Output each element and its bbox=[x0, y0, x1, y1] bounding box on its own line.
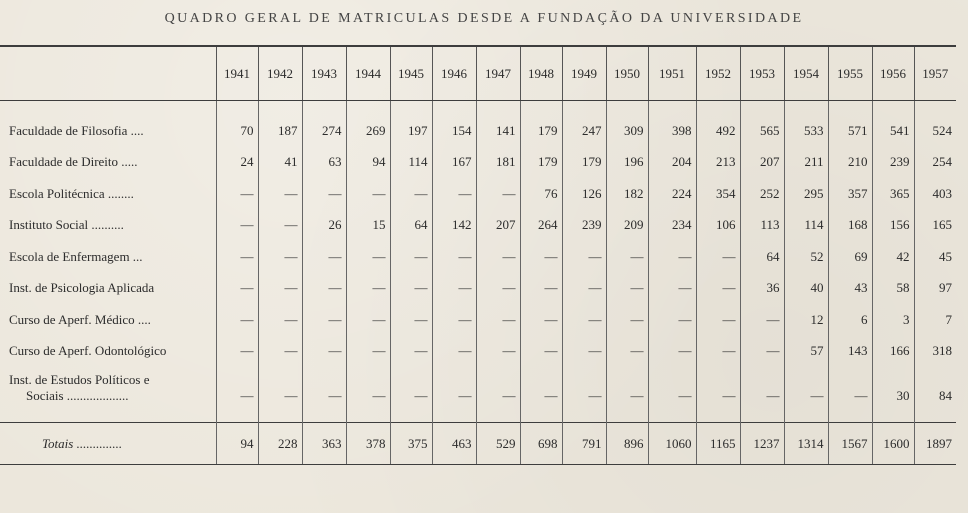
table-cell: — bbox=[346, 336, 390, 368]
table-cell: 43 bbox=[828, 273, 872, 305]
table-row bbox=[0, 241, 956, 273]
table-cell: — bbox=[302, 304, 346, 336]
year-header: 1952 bbox=[696, 46, 740, 101]
table-cell: 3 bbox=[872, 304, 914, 336]
table-cell: 274 bbox=[302, 115, 346, 147]
total-cell: 1165 bbox=[696, 423, 740, 465]
total-cell: 94 bbox=[216, 423, 258, 465]
total-cell: 363 bbox=[302, 423, 346, 465]
row-label: Curso de Aperf. Odontológico bbox=[9, 343, 167, 359]
row-label: Faculdade de Direito ..... bbox=[9, 154, 138, 170]
table-cell: 211 bbox=[784, 147, 828, 179]
table-cell: 106 bbox=[696, 210, 740, 242]
table-row bbox=[0, 273, 956, 305]
table-row bbox=[0, 115, 956, 147]
table-row bbox=[0, 178, 956, 210]
year-header: 1946 bbox=[432, 46, 476, 101]
table-cell: 26 bbox=[302, 210, 346, 242]
table-cell: 398 bbox=[648, 115, 696, 147]
table-cell: 12 bbox=[784, 304, 828, 336]
year-header: 1956 bbox=[872, 46, 914, 101]
table-cell: — bbox=[216, 273, 258, 305]
totals-label: Totais .............. bbox=[0, 423, 216, 465]
table-cell: — bbox=[606, 273, 648, 305]
total-cell: 1060 bbox=[648, 423, 696, 465]
table-cell: 156 bbox=[872, 210, 914, 242]
table-cell: — bbox=[390, 241, 432, 273]
table-cell: 239 bbox=[562, 210, 606, 242]
table-cell: — bbox=[562, 367, 606, 409]
table-cell: 142 bbox=[432, 210, 476, 242]
total-cell: 375 bbox=[390, 423, 432, 465]
table-cell: — bbox=[258, 367, 302, 409]
table-cell: 113 bbox=[740, 210, 784, 242]
table-cell: 63 bbox=[302, 147, 346, 179]
table-cell: — bbox=[476, 304, 520, 336]
table-cell: — bbox=[432, 273, 476, 305]
total-cell: 529 bbox=[476, 423, 520, 465]
table-cell: — bbox=[828, 367, 872, 409]
table-cell: 354 bbox=[696, 178, 740, 210]
year-header: 1957 bbox=[914, 46, 956, 101]
total-cell: 1314 bbox=[784, 423, 828, 465]
table-cell: 6 bbox=[828, 304, 872, 336]
table-cell: — bbox=[740, 304, 784, 336]
spacer-row bbox=[0, 101, 956, 116]
table-cell: 165 bbox=[914, 210, 956, 242]
table-cell: — bbox=[648, 336, 696, 368]
row-label: Inst. de Psicologia Aplicada bbox=[9, 280, 155, 296]
table-cell: — bbox=[390, 304, 432, 336]
year-header: 1948 bbox=[520, 46, 562, 101]
table-cell: — bbox=[390, 367, 432, 409]
total-cell: 1897 bbox=[914, 423, 956, 465]
table-cell: — bbox=[740, 336, 784, 368]
table-cell: 179 bbox=[520, 147, 562, 179]
table-cell: 52 bbox=[784, 241, 828, 273]
table-cell: — bbox=[302, 367, 346, 409]
table-cell: — bbox=[696, 336, 740, 368]
total-cell: 896 bbox=[606, 423, 648, 465]
table-cell: 167 bbox=[432, 147, 476, 179]
table-cell: 7 bbox=[914, 304, 956, 336]
year-header: 1949 bbox=[562, 46, 606, 101]
table-cell: 196 bbox=[606, 147, 648, 179]
table-cell: 141 bbox=[476, 115, 520, 147]
table-cell: 24 bbox=[216, 147, 258, 179]
table-cell: 114 bbox=[390, 147, 432, 179]
table-cell: 247 bbox=[562, 115, 606, 147]
table-cell: — bbox=[258, 210, 302, 242]
table-cell: 84 bbox=[914, 367, 956, 409]
table-cell: 41 bbox=[258, 147, 302, 179]
table-cell: 58 bbox=[872, 273, 914, 305]
year-header: 1955 bbox=[828, 46, 872, 101]
table-cell: — bbox=[562, 304, 606, 336]
table-cell: 166 bbox=[872, 336, 914, 368]
header-label-cell bbox=[0, 46, 216, 101]
table-cell: 42 bbox=[872, 241, 914, 273]
year-header: 1951 bbox=[648, 46, 696, 101]
table-cell: — bbox=[346, 273, 390, 305]
year-header: 1950 bbox=[606, 46, 648, 101]
table-cell: — bbox=[696, 304, 740, 336]
table-cell: — bbox=[648, 273, 696, 305]
total-cell: 228 bbox=[258, 423, 302, 465]
table-cell: — bbox=[784, 367, 828, 409]
table-cell: — bbox=[648, 367, 696, 409]
table-cell: 97 bbox=[914, 273, 956, 305]
table-cell: — bbox=[648, 304, 696, 336]
table-cell: 94 bbox=[346, 147, 390, 179]
table-cell: — bbox=[476, 273, 520, 305]
table-cell: — bbox=[216, 241, 258, 273]
year-header: 1954 bbox=[784, 46, 828, 101]
table-cell: 30 bbox=[872, 367, 914, 409]
table-cell: 239 bbox=[872, 147, 914, 179]
table-cell: 15 bbox=[346, 210, 390, 242]
table-cell: 309 bbox=[606, 115, 648, 147]
table-cell: 533 bbox=[784, 115, 828, 147]
table-cell: 187 bbox=[258, 115, 302, 147]
table-cell: — bbox=[562, 273, 606, 305]
table-cell: — bbox=[216, 367, 258, 409]
header-row bbox=[0, 46, 956, 101]
table-cell: — bbox=[562, 336, 606, 368]
table-row bbox=[0, 367, 956, 409]
row-label: Escola de Enfermagem ... bbox=[9, 248, 143, 264]
table-cell: 269 bbox=[346, 115, 390, 147]
table-cell: — bbox=[520, 336, 562, 368]
table-title: QUADRO GERAL DE MATRICULAS DESDE A FUNDAÇÃO DA UNIVERSIDADE bbox=[164, 11, 804, 26]
table-cell: — bbox=[606, 241, 648, 273]
table-cell: — bbox=[302, 241, 346, 273]
enrollment-table bbox=[0, 45, 956, 465]
table-cell: 179 bbox=[520, 115, 562, 147]
total-cell: 463 bbox=[432, 423, 476, 465]
table-cell: — bbox=[520, 304, 562, 336]
table-cell: — bbox=[258, 336, 302, 368]
table-cell: 114 bbox=[784, 210, 828, 242]
row-label: Faculdade de Filosofia .... bbox=[9, 122, 144, 138]
total-cell: 1567 bbox=[828, 423, 872, 465]
table-cell: — bbox=[476, 367, 520, 409]
table-cell: 224 bbox=[648, 178, 696, 210]
table-cell: — bbox=[520, 367, 562, 409]
table-cell: — bbox=[346, 304, 390, 336]
table-cell: 154 bbox=[432, 115, 476, 147]
table-cell: — bbox=[740, 367, 784, 409]
table-cell: 254 bbox=[914, 147, 956, 179]
total-cell: 378 bbox=[346, 423, 390, 465]
table-cell: — bbox=[606, 304, 648, 336]
table-cell: 64 bbox=[390, 210, 432, 242]
table-cell: 207 bbox=[476, 210, 520, 242]
table-cell: 70 bbox=[216, 115, 258, 147]
year-header: 1942 bbox=[258, 46, 302, 101]
table-cell: 204 bbox=[648, 147, 696, 179]
year-header: 1941 bbox=[216, 46, 258, 101]
table-cell: 210 bbox=[828, 147, 872, 179]
table-cell: 318 bbox=[914, 336, 956, 368]
table-cell: — bbox=[216, 304, 258, 336]
row-label: Escola Politécnica ........ bbox=[9, 185, 134, 201]
total-cell: 791 bbox=[562, 423, 606, 465]
table-cell: — bbox=[346, 241, 390, 273]
table-cell: 571 bbox=[828, 115, 872, 147]
table-cell: 64 bbox=[740, 241, 784, 273]
total-cell: 698 bbox=[520, 423, 562, 465]
total-cell: 1600 bbox=[872, 423, 914, 465]
table-row bbox=[0, 336, 956, 368]
table-cell: 57 bbox=[784, 336, 828, 368]
row-label-line-2: Sociais ................... bbox=[26, 388, 129, 403]
table-cell: — bbox=[476, 336, 520, 368]
table-cell: 565 bbox=[740, 115, 784, 147]
total-cell: 1237 bbox=[740, 423, 784, 465]
row-label-line-1: Inst. de Estudos Políticos e bbox=[9, 372, 150, 387]
table-cell: 357 bbox=[828, 178, 872, 210]
table-cell: — bbox=[216, 178, 258, 210]
table-cell: 69 bbox=[828, 241, 872, 273]
table-cell: — bbox=[476, 178, 520, 210]
table-cell: — bbox=[520, 273, 562, 305]
table-cell: — bbox=[390, 336, 432, 368]
table-cell: 181 bbox=[476, 147, 520, 179]
table-cell: — bbox=[696, 241, 740, 273]
table-cell: 234 bbox=[648, 210, 696, 242]
table-cell: — bbox=[606, 367, 648, 409]
table-cell: 36 bbox=[740, 273, 784, 305]
table-row bbox=[0, 147, 956, 179]
row-label: Curso de Aperf. Médico .... bbox=[9, 311, 151, 327]
table-cell: 213 bbox=[696, 147, 740, 179]
table-cell: — bbox=[696, 367, 740, 409]
table-cell: — bbox=[258, 273, 302, 305]
table-row bbox=[0, 304, 956, 336]
row-label: Instituto Social .......... bbox=[9, 217, 124, 233]
table-cell: — bbox=[432, 367, 476, 409]
table-cell: 403 bbox=[914, 178, 956, 210]
table-cell: 209 bbox=[606, 210, 648, 242]
table-cell: — bbox=[390, 178, 432, 210]
table-cell: 182 bbox=[606, 178, 648, 210]
year-header: 1953 bbox=[740, 46, 784, 101]
table-cell: 197 bbox=[390, 115, 432, 147]
table-cell: 295 bbox=[784, 178, 828, 210]
table-cell: — bbox=[346, 367, 390, 409]
table-cell: 207 bbox=[740, 147, 784, 179]
year-header: 1947 bbox=[476, 46, 520, 101]
table-cell: — bbox=[302, 178, 346, 210]
year-header: 1944 bbox=[346, 46, 390, 101]
table-cell: — bbox=[432, 304, 476, 336]
table-cell: 126 bbox=[562, 178, 606, 210]
spacer-row bbox=[0, 409, 956, 423]
table-cell: — bbox=[390, 273, 432, 305]
table-cell: — bbox=[216, 336, 258, 368]
table-cell: 179 bbox=[562, 147, 606, 179]
table-cell: — bbox=[476, 241, 520, 273]
totals-row bbox=[0, 423, 956, 465]
table-cell: — bbox=[432, 336, 476, 368]
table-cell: — bbox=[216, 210, 258, 242]
table-cell: — bbox=[302, 336, 346, 368]
table-cell: 524 bbox=[914, 115, 956, 147]
year-header: 1943 bbox=[302, 46, 346, 101]
table-cell: — bbox=[606, 336, 648, 368]
table-cell: — bbox=[520, 241, 562, 273]
table-cell: 45 bbox=[914, 241, 956, 273]
table-cell: — bbox=[696, 273, 740, 305]
table-cell: 76 bbox=[520, 178, 562, 210]
table-cell: 143 bbox=[828, 336, 872, 368]
table-cell: 40 bbox=[784, 273, 828, 305]
table-cell: 264 bbox=[520, 210, 562, 242]
year-header: 1945 bbox=[390, 46, 432, 101]
row-label bbox=[0, 367, 216, 409]
table-cell: — bbox=[302, 273, 346, 305]
table-cell: — bbox=[258, 178, 302, 210]
table-cell: — bbox=[432, 241, 476, 273]
table-cell: 541 bbox=[872, 115, 914, 147]
table-cell: 492 bbox=[696, 115, 740, 147]
table-row bbox=[0, 210, 956, 242]
table-cell: 365 bbox=[872, 178, 914, 210]
table-cell: 252 bbox=[740, 178, 784, 210]
table-cell: — bbox=[258, 241, 302, 273]
table-cell: — bbox=[648, 241, 696, 273]
table-cell: — bbox=[346, 178, 390, 210]
table-cell: — bbox=[432, 178, 476, 210]
table-cell: 168 bbox=[828, 210, 872, 242]
table-cell: — bbox=[562, 241, 606, 273]
table-cell: — bbox=[258, 304, 302, 336]
